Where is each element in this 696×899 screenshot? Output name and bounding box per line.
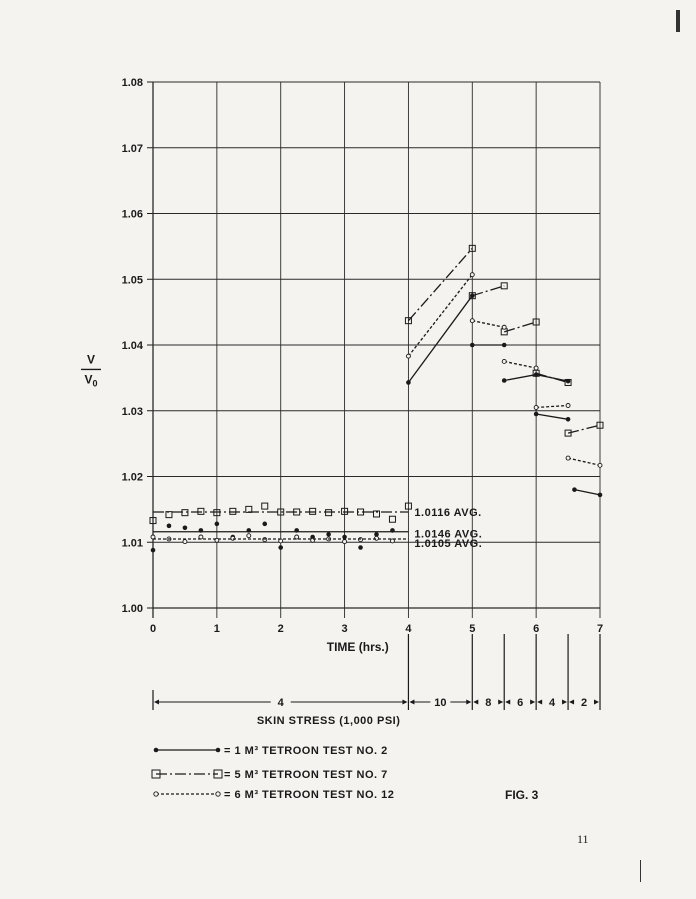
legend-label: = 6 M³ TETROON TEST NO. 12 xyxy=(224,789,395,801)
data-point-square xyxy=(230,508,236,514)
data-point-circle xyxy=(359,538,363,542)
data-point-circle xyxy=(534,366,538,370)
series-segment xyxy=(472,321,504,328)
data-point-dot xyxy=(183,525,188,530)
x-tick-label: 5 xyxy=(469,623,476,635)
stress-arrowhead xyxy=(473,700,478,705)
stress-arrowhead xyxy=(409,700,414,705)
data-point-circle xyxy=(502,325,506,329)
stress-arrowhead xyxy=(594,700,599,705)
series-segment xyxy=(574,490,600,495)
x-tick-label: 4 xyxy=(405,623,412,635)
stress-arrowhead xyxy=(498,700,503,705)
data-point-square xyxy=(182,510,188,516)
legend-label: = 5 M³ TETROON TEST NO. 7 xyxy=(224,769,388,781)
data-point-dot xyxy=(326,532,331,537)
series-segment xyxy=(536,414,568,419)
data-point-circle xyxy=(231,536,235,540)
y-tick-label: 1.03 xyxy=(121,405,143,418)
series-segment xyxy=(504,322,536,332)
data-point-circle xyxy=(406,354,410,358)
average-label: 1.0105 AVG. xyxy=(414,537,483,550)
series-segment xyxy=(408,275,472,357)
x-tick-label: 2 xyxy=(277,623,284,635)
data-point-circle xyxy=(183,540,187,544)
y-tick-label: 1.01 xyxy=(121,537,143,550)
scan-mark-top xyxy=(676,10,680,32)
legend-marker-dot xyxy=(216,748,221,753)
legend-marker-circle xyxy=(154,792,158,796)
data-point-square xyxy=(310,508,316,514)
y-axis-label-subscript: 0 xyxy=(92,378,98,389)
legend-marker-dot xyxy=(154,748,159,753)
figure-label: FIG. 3 xyxy=(505,788,539,802)
y-tick-label: 1.08 xyxy=(121,77,143,89)
y-axis-label-numerator: V xyxy=(86,352,96,367)
data-point-dot xyxy=(502,343,507,348)
data-point-dot xyxy=(151,548,156,553)
page-number: 11 xyxy=(577,832,589,846)
data-point-circle xyxy=(247,534,251,538)
x-tick-label: 0 xyxy=(149,623,157,635)
y-tick-label: 1.00 xyxy=(121,603,143,615)
x-axis-label: TIME (hrs.) xyxy=(326,640,389,654)
data-point-circle xyxy=(470,273,474,277)
data-point-circle xyxy=(263,538,267,542)
average-label: 1.0116 AVG. xyxy=(414,507,482,520)
data-point-square xyxy=(262,503,268,509)
stress-arrowhead xyxy=(466,700,471,705)
series-segment xyxy=(568,458,600,465)
stress-value: 4 xyxy=(277,697,284,709)
series-segment xyxy=(536,405,568,407)
stress-arrowhead xyxy=(402,700,407,705)
data-point-square xyxy=(326,510,332,516)
stress-value: 6 xyxy=(517,697,524,709)
data-point-dot xyxy=(502,378,507,383)
data-point-dot xyxy=(534,412,539,417)
data-point-square xyxy=(198,508,204,514)
x-tick-label: 1 xyxy=(213,623,220,635)
y-tick-label: 1.07 xyxy=(121,142,143,155)
data-point-dot xyxy=(470,343,475,348)
data-point-dot xyxy=(566,417,571,422)
data-point-dot xyxy=(406,380,411,385)
data-point-dot xyxy=(278,545,283,550)
data-point-dot xyxy=(358,545,363,550)
data-point-circle xyxy=(534,405,538,409)
average-label: 1.0146 AVG. xyxy=(414,528,483,541)
data-point-circle xyxy=(375,536,379,540)
y-tick-label: 1.02 xyxy=(121,471,143,484)
stress-value: 8 xyxy=(485,697,492,709)
stress-arrowhead xyxy=(562,700,567,705)
scan-mark-bottom xyxy=(640,860,641,882)
stress-value: 10 xyxy=(434,697,447,709)
y-tick-label: 1.06 xyxy=(121,208,143,221)
data-point-square xyxy=(389,516,395,522)
data-point-circle xyxy=(566,403,570,407)
y-tick-label: 1.04 xyxy=(121,340,143,352)
data-point-dot xyxy=(215,522,220,527)
x-tick-label: 6 xyxy=(533,623,540,635)
series-segment xyxy=(568,425,600,433)
series-segment xyxy=(472,286,504,296)
series-segment xyxy=(408,248,472,320)
stress-arrowhead xyxy=(154,700,159,705)
data-point-dot xyxy=(572,487,577,492)
legend-marker-circle xyxy=(216,792,220,796)
stress-arrowhead xyxy=(505,700,510,705)
data-point-dot xyxy=(262,522,267,527)
data-point-dot xyxy=(598,493,603,498)
stress-value: 4 xyxy=(549,697,556,709)
data-point-circle xyxy=(343,540,347,544)
y-tick-label: 1.05 xyxy=(121,274,143,287)
stress-arrowhead xyxy=(569,700,574,705)
data-point-circle xyxy=(470,319,474,323)
y-axis-label-denominator: $V_0$ xyxy=(84,372,98,389)
data-point-circle xyxy=(598,463,602,467)
data-point-circle xyxy=(566,456,570,460)
stress-axis-label: SKIN STRESS (1,000 PSI) xyxy=(256,715,401,727)
x-tick-label: 3 xyxy=(341,623,348,635)
data-point-dot xyxy=(167,524,172,529)
x-tick-label: 7 xyxy=(596,623,604,635)
data-point-circle xyxy=(502,359,506,363)
stress-arrowhead xyxy=(530,700,535,705)
legend-label: = 1 M³ TETROON TEST NO. 2 xyxy=(224,745,388,757)
series-segment xyxy=(504,361,536,368)
stress-value: 2 xyxy=(580,697,588,709)
series-segment xyxy=(408,296,472,383)
stress-arrowhead xyxy=(537,700,542,705)
